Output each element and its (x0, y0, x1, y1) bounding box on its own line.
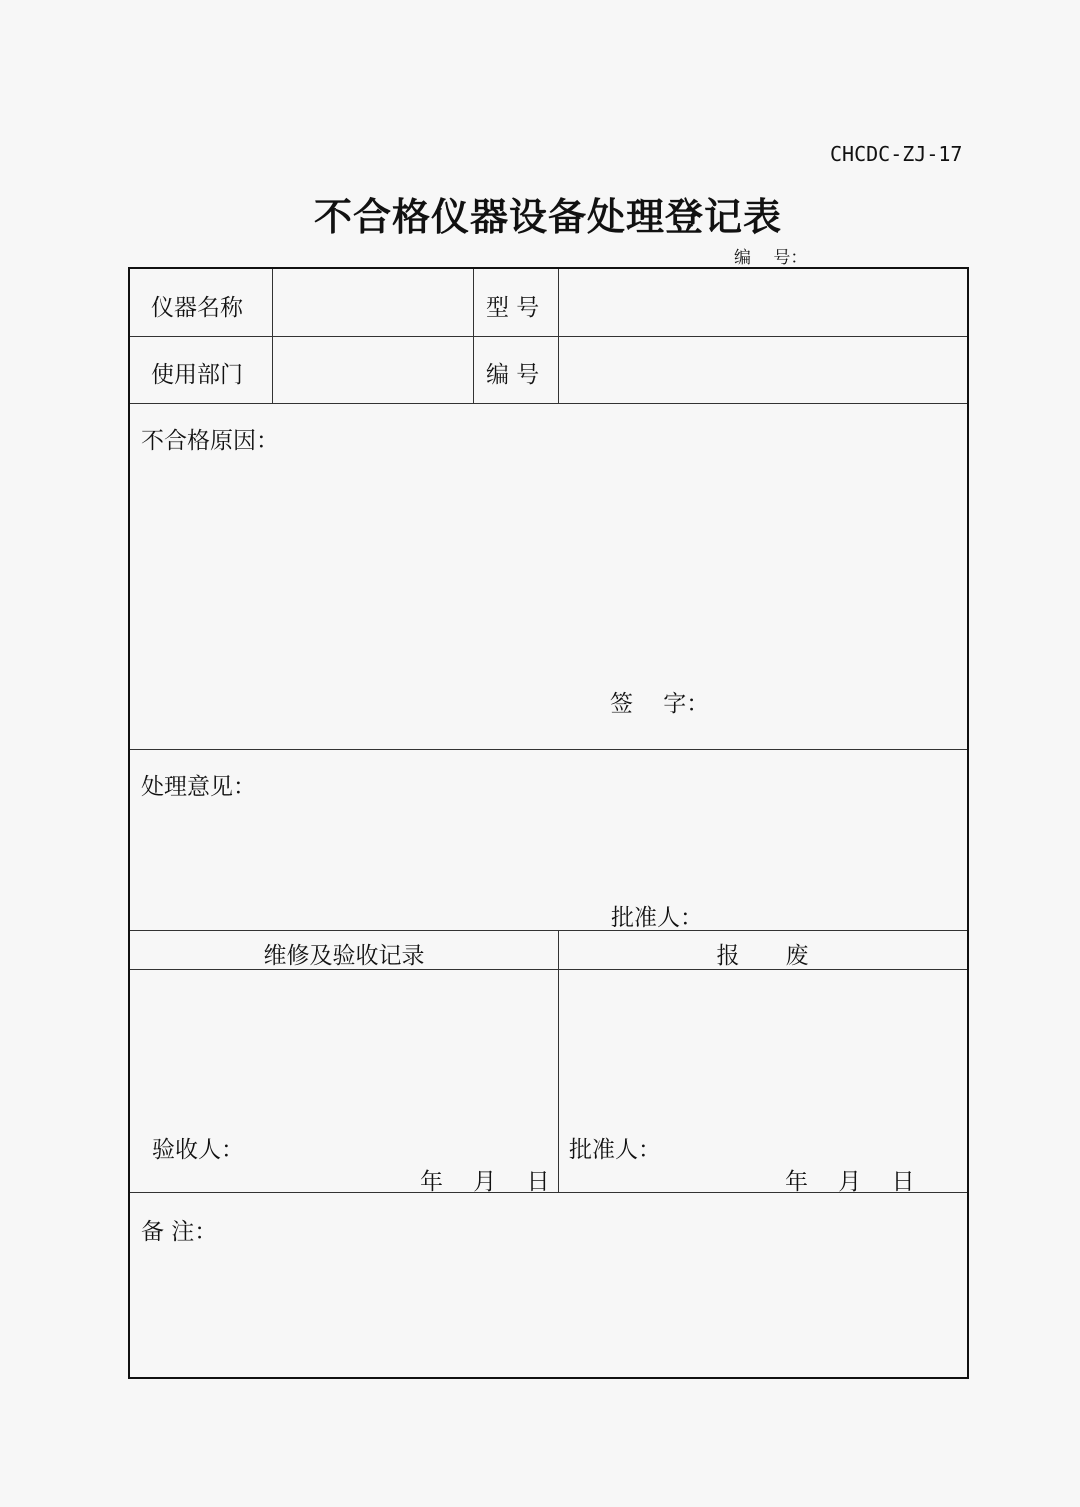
row-divider-2 (130, 403, 967, 404)
scrap-date: 年 月 日 (785, 1169, 915, 1195)
scrap-header: 报 废 (716, 943, 809, 969)
model-label: 型 号 (486, 295, 540, 321)
approver-label: 批准人： (611, 905, 703, 931)
acceptance-date: 年 月 日 (420, 1169, 550, 1195)
document-code: CHCDC-ZJ-17 (830, 142, 963, 166)
scrap-approver-label: 批准人： (569, 1137, 661, 1163)
col-divider-2 (473, 269, 474, 403)
serial-number-label: 编 号： (734, 248, 808, 268)
row-divider-3 (130, 749, 967, 750)
repair-acceptance-header: 维修及验收记录 (263, 943, 425, 969)
number-label: 编 号 (486, 362, 540, 388)
col-divider-3 (558, 269, 559, 403)
row-divider-1 (130, 336, 967, 337)
registration-form-table (128, 267, 969, 1379)
row-divider-4 (130, 930, 967, 931)
opinion-label: 处理意见： (141, 774, 256, 800)
serial-number-blank[interactable] (809, 247, 951, 268)
instrument-name-field[interactable] (274, 271, 472, 335)
form-title: 不合格仪器设备处理登记表 (313, 194, 782, 239)
model-field[interactable] (560, 271, 965, 335)
serial-number-field (734, 243, 951, 268)
remarks-label: 备 注： (141, 1219, 218, 1245)
number-field[interactable] (560, 338, 965, 402)
department-field[interactable] (274, 338, 472, 402)
acceptor-label: 验收人： (152, 1137, 244, 1163)
col-divider-1 (272, 269, 273, 403)
department-label: 使用部门 (151, 362, 243, 388)
reason-label: 不合格原因： (141, 428, 279, 454)
instrument-name-label: 仪器名称 (151, 295, 243, 321)
signature-label: 签 字： (610, 691, 710, 717)
